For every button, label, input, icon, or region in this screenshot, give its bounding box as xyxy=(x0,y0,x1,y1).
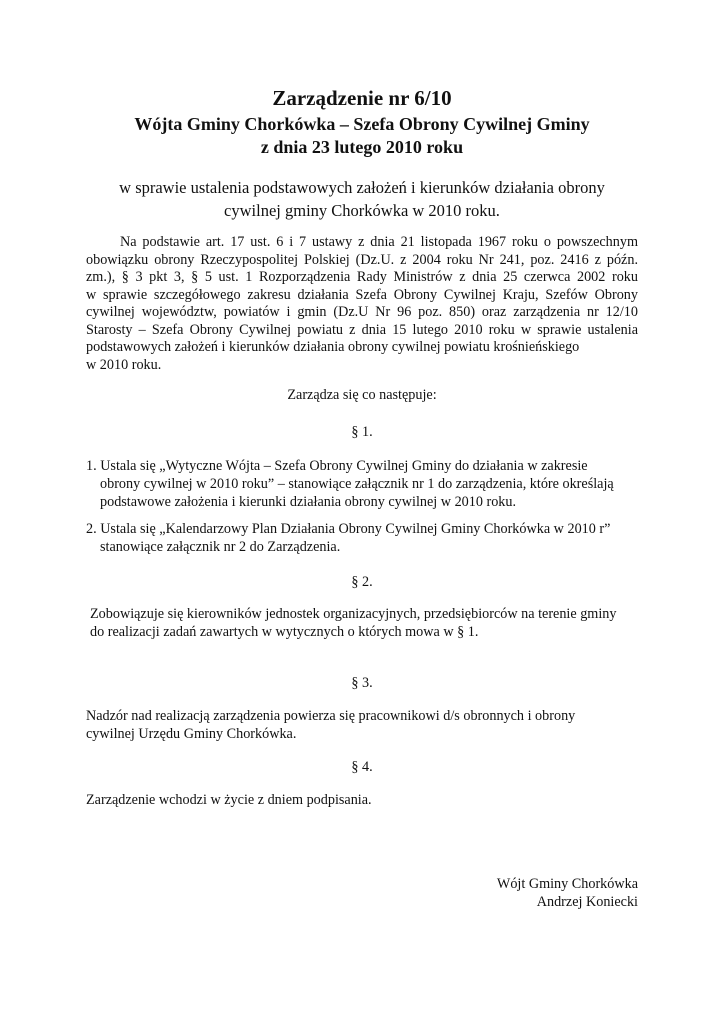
document-subject xyxy=(0,176,724,222)
legal-basis-line: podstawowych założeń i kierunków działania obrony cywilnej powiatu krośnieńskiego xyxy=(86,339,580,355)
item-line: podstawowe założenia i kierunki działania obrony cywilnej w 2010 roku. xyxy=(100,494,517,510)
item-line: obrony cywilnej w 2010 roku” – stanowiące załącznik nr 1 do zarządzenia, które określają xyxy=(100,476,614,492)
item-line: stanowiące załącznik nr 2 do Zarządzenia. xyxy=(100,539,341,555)
section-1-item-1 xyxy=(86,457,646,511)
signature-block xyxy=(497,875,638,911)
legal-basis-line: zm.), § 3 pkt 3, § 5 ust. 1 Rozporządzenia Rady Ministrów z dnia 25 czerwca 2002 roku xyxy=(86,269,638,285)
section-4-heading: § 4. xyxy=(351,759,373,775)
section-2-text xyxy=(90,605,650,641)
legal-basis xyxy=(86,234,638,374)
section-1-item-2 xyxy=(86,520,646,556)
section-3-line: cywilnej Urzędu Gminy Chorkówka. xyxy=(86,726,297,742)
section-3-text xyxy=(86,707,646,743)
section-2-line: do realizacji zadań zawartych w wytycznych o których mowa w § 1. xyxy=(90,624,479,640)
legal-basis-line: Na podstawie art. 17 ust. 6 i 7 ustawy z dnia 21 listopada 1967 roku o powszechnym xyxy=(120,234,638,250)
legal-basis-line: w sprawie szczegółowego zakresu działania Szefa Obrony Cywilnej Kraju, Szefów Obrony xyxy=(86,286,638,303)
signature-role: Wójt Gminy Chorkówka xyxy=(496,876,638,892)
legal-basis-line: Starosty – Szefa Obrony Cywilnej powiatu z dnia 15 lutego 2010 roku w sprawie ustalenia xyxy=(86,321,638,338)
section-2-line: Zobowiązuje się kierowników jednostek organizacyjnych, przedsiębiorców na terenie gminy xyxy=(90,606,617,622)
signature-name: Andrzej Koniecki xyxy=(536,894,638,910)
document-issuer: Wójta Gminy Chorkówka – Szefa Obrony Cywilnej Gminy xyxy=(134,114,590,134)
subject-line: cywilnej gminy Chorkówka w 2010 roku. xyxy=(224,201,500,220)
section-3-heading: § 3. xyxy=(351,675,373,691)
section-1-heading: § 1. xyxy=(351,424,373,440)
legal-basis-line: w 2010 roku. xyxy=(86,356,162,373)
legal-basis-line: obowiązku obrony Rzeczypospolitej Polskiej (Dz.U. z 2004 roku Nr 241, poz. 2416 z późn. xyxy=(86,251,638,268)
order-phrase: Zarządza się co następuje: xyxy=(287,387,437,403)
item-line: 1. Ustala się „Wytyczne Wójta – Szefa Obrony Cywilnej Gminy do działania w zakresie xyxy=(86,458,588,474)
document-date: z dnia 23 lutego 2010 roku xyxy=(260,137,464,157)
section-4-text xyxy=(86,791,646,809)
legal-basis-line: cywilnej województw, powiatów i gmin (Dz.U Nr 96 poz. 850) oraz zarządzenia nr 12/10 xyxy=(86,304,638,320)
document-title: Zarządzenie nr 6/10 xyxy=(272,86,452,110)
section-2-heading: § 2. xyxy=(351,574,373,590)
section-3-line: Nadzór nad realizacją zarządzenia powierza się pracownikowi d/s obronnych i obrony xyxy=(86,708,576,724)
section-4-line: Zarządzenie wchodzi w życie z dniem podpisania. xyxy=(86,792,372,808)
subject-line: w sprawie ustalenia podstawowych założeń i kierunków działania obrony xyxy=(119,178,605,197)
item-line: 2. Ustala się „Kalendarzowy Plan Działania Obrony Cywilnej Gminy Chorkówka w 2010 r” xyxy=(86,521,611,537)
